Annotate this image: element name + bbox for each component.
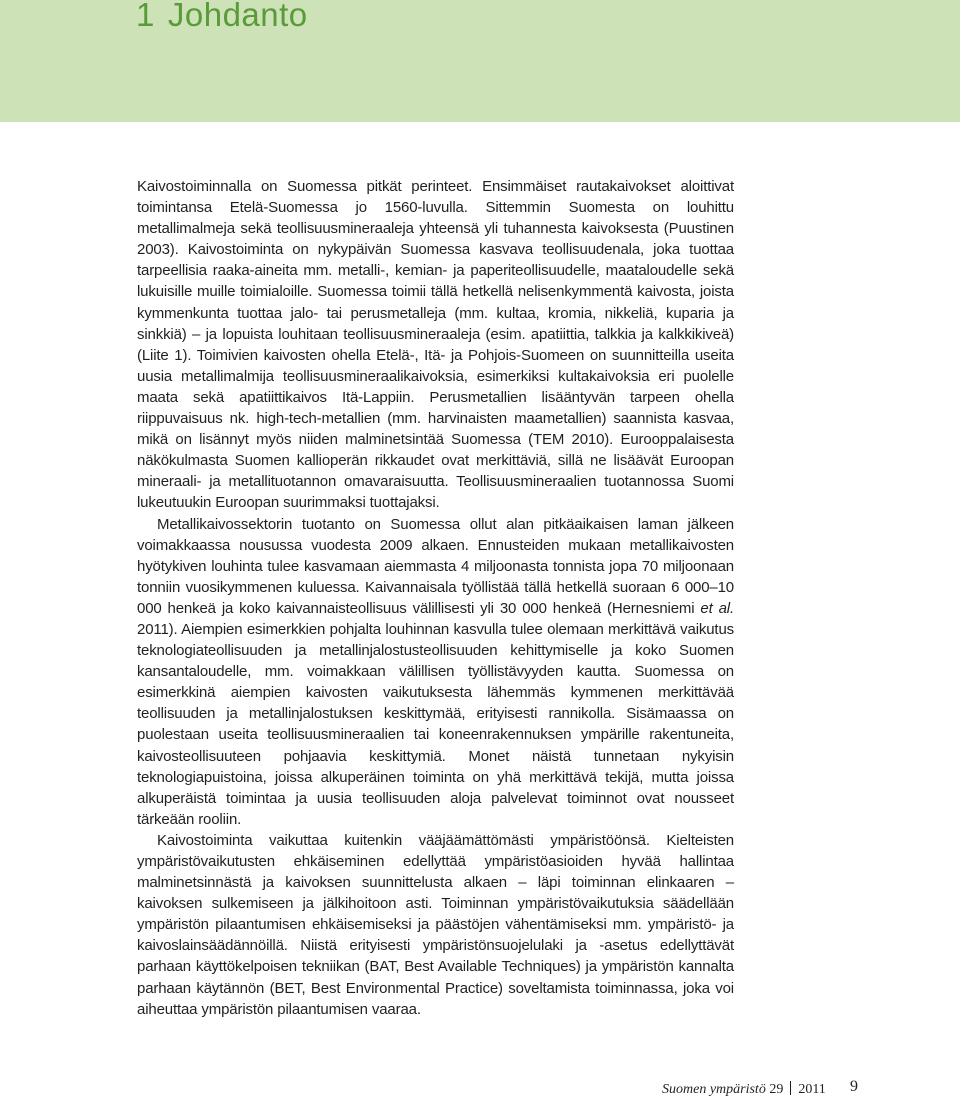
paragraph-1-text: Kaivostoiminnalla on Suomessa pitkät perinteet. Ensimmäiset rautakaivokset aloittivat toimintansa Etelä-Suomessa jo 1560-luvulla. Sittemmin Suomesta on louhittu metallimalmeja sekä teollisuusmineraaleja yhteensä yli tuhannesta kaivoksesta (Puustinen 2003). Kaivostoiminta on nykypäivän Suomessa kasvava teollisuudenala, joka tuottaa tarpeellisia raaka-aineita mm. metalli-, kemian- ja paperiteollisuudelle, maataloudelle sekä lukuisille muille toimialoille. Suomessa toimii tällä hetkellä nelisenkymmentä kaivosta, joista kymmenkunta tuottaa jalo- tai perusmetalleja (mm. kultaa, kromia, nikkeliä, kuparia ja sinkkiä) – ja lopuista louhitaan teollisuusmineraaleja (esim. apatiittia, talkkia ja kalkkikiveä) (Liite 1). Toimivien kaivosten ohella Etelä-, Itä- ja Pohjois-Suomeen on suunnitteilla useita uusia metallimalmija teollisuusmineraalikaivoksia, esimerkiksi kultakaivoksia eri puolelle maata sekä apatiittikaivos Itä-Lappiin. Perusmetallien lisääntyvän tarpeen ohella riippuvaisuus nk. high-tech-metallien (mm. harvinaisten maametallien) saannista kasvaa, mikä on lisännyt myös niiden malminetsintää Suomessa (TEM 2010). Eurooppalaisesta näkökulmasta Suomen kallioperän rikkaudet ovat merkittäviä, sillä ne lisäävät Euroopan mineraali- ja metallituotannon omavaraisuutta. Teollisuusmineraalien tuotannossa Suomi lukeutuukin Euroopan suurimmaksi tuottajaksi. [137,178,734,512]
page-footer [662,1081,826,1098]
paragraph-2 [137,514,734,830]
paragraph-3 [137,830,734,1020]
page-number: 9 [850,1078,858,1095]
body-text [137,176,734,1020]
citation-et-al: et al. [700,599,734,617]
chapter-title [136,0,308,40]
paragraph-2-text-b: 2011). Aiempien esimerkkien pohjalta louhinnan kasvulla tulee olemaan merkittävä vaikutus teknologiateollisuuden ja metallinjalostusteollisuuden kehittymiselle ja koko Suomen kansantaloudelle, mm. voimakkaan välillisen työllistävyyden kautta. Suomessa on esimerkkinä aiempien kaivosten vaikutuksesta lähemmäs kymmenen merkittävää teollisuuden ja metallinjalostuksen keskittymää, erityisesti rannikolla. Sisämaassa on puolestaan useita teollisuusmineraalien tai koneenrakennuksen ympärille rakentuneita, kaivosteollisuuteen pohjaavia keskittymiä. Monet näistä tunnetaan nykyisin teknologiapuistoina, joissa alkuperäinen toiminta on yhä merkittävä tekijä, mutta joissa alkuperäistä toimintaa ja uusia teollisuuden aloja palvelevat toiminnot ovat nousseet tärkeään rooliin. [137,620,734,828]
paragraph-3-text: Kaivostoiminta vaikuttaa kuitenkin vääjäämättömästi ympäristöönsä. Kielteisten ympäristövaikutusten ehkäiseminen edellyttää ympäristöasioiden hyvää hallintaa malminetsinnästä ja kaivoksen suunnittelusta alkaen – läpi toiminnan elinkaaren – kaivoksen sulkemiseen ja jälkihoitoon asti. Toiminnan ympäristövaikutuksia säädellään ympäristön pilaantumisen ehkäisemiseksi ja päästöjen vähentämiseksi mm. ympäristö- ja kaivoslainsäädännöillä. Niistä erityisesti ympäristönsuojelulaki ja -asetus edellyttävät parhaan käyttökelpoisen tekniikan (BAT, Best Available Techniques) ja ympäristön kannalta parhaan käytännön (BET, Best Environmental Practice) soveltamista toiminnassa, joka voi aiheuttaa ympäristön pilaantumisen vaaraa. [137,831,734,1018]
footer-separator [790,1081,791,1095]
chapter-title-text: Johdanto [167,0,308,33]
chapter-number: 1 [136,0,155,33]
publication-name: Suomen ympäristö [662,1082,766,1097]
publication-year: 2011 [798,1082,826,1097]
paragraph-2-text-a: Metallikaivossektorin tuotanto on Suomessa ollut alan pitkäaikaisen laman jälkeen voimakkaassa nousussa vuodesta 2009 alkaen. Ennusteiden mukaan metallikaivosten hyötykiven louhinta tulee kasvamaan aiemmasta 4 miljoonasta tonnista jopa 70 miljoonaan tonniin vuosikymmenen kuluessa. Kaivannaisala työllistää tällä hetkellä suoraan 6 000–10 000 henkeä ja koko kaivannaisteollisuus välillisesti yli 30 000 henkeä (Hernesniemi [137,515,734,617]
paragraph-1 [137,176,734,514]
issue-number: 29 [769,1082,784,1097]
